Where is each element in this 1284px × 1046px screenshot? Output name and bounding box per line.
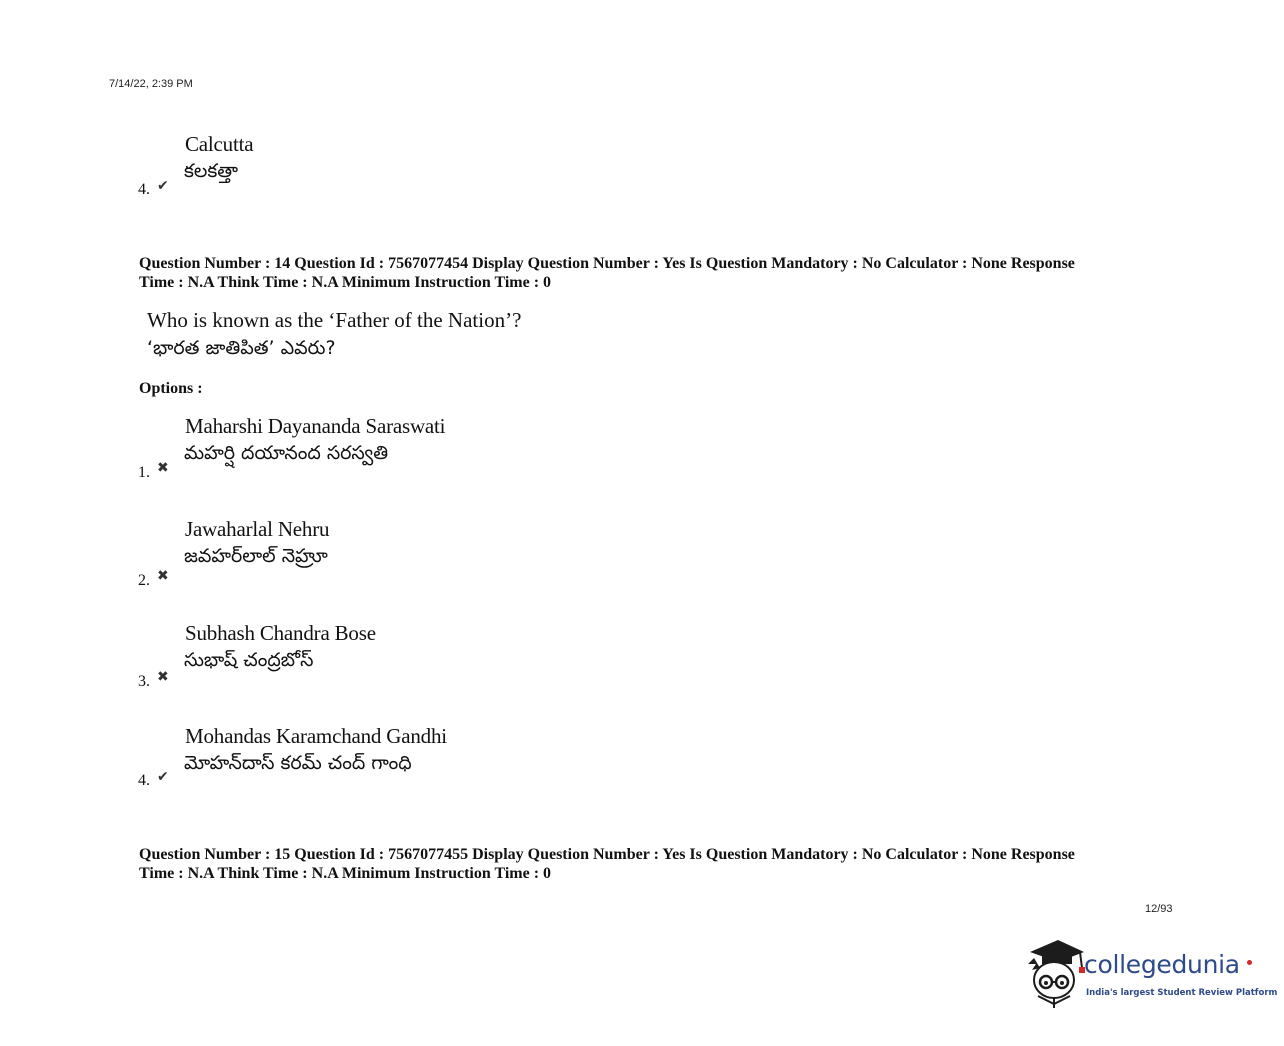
option-telugu: సుభాష్ చంద్రబోస్ — [184, 649, 314, 671]
question-text-telugu: ‘భారత జాతిపిత’ ఎవరు? — [147, 337, 336, 359]
logo-wordmark: collegedunia — [1084, 950, 1240, 979]
option-telugu: మోహన్‌దాస్ కరమ్ చంద్ గాంధి — [184, 752, 412, 774]
question-text-english: Who is known as the ‘Father of the Nation’? — [147, 308, 522, 332]
question-15-meta — [139, 845, 1189, 883]
option-number: 1. — [138, 464, 150, 481]
collegedunia-logo — [1024, 938, 1278, 1010]
cross-icon: ✖ — [157, 669, 169, 685]
option-number: 4. — [138, 772, 150, 789]
option-telugu: కలకత్తా — [184, 160, 239, 182]
options-label: Options : — [139, 380, 203, 397]
option-english: Calcutta — [185, 132, 254, 156]
option-number: 2. — [138, 572, 150, 589]
option-number: 4. — [138, 181, 150, 198]
check-icon: ✔ — [157, 769, 169, 785]
cross-icon: ✖ — [157, 460, 169, 476]
question-14-meta — [139, 254, 1189, 292]
check-icon: ✔ — [157, 178, 169, 194]
meta-line-1: Question Number : 14 Question Id : 7567077454 Display Question Number : Yes Is Question Mandatory : No Calculator : None Response — [139, 255, 1075, 272]
option-telugu: జవహర్‌లాల్ నెహ్రూ — [184, 545, 328, 567]
option-number: 3. — [138, 673, 150, 690]
meta-line-2: Time : N.A Think Time : N.A Minimum Instruction Time : 0 — [139, 865, 552, 882]
logo-dot — [1247, 960, 1252, 965]
option-english: Mohandas Karamchand Gandhi — [185, 724, 447, 748]
mascot-icon — [1024, 938, 1086, 1010]
cross-icon: ✖ — [157, 568, 169, 584]
meta-line-2: Time : N.A Think Time : N.A Minimum Instruction Time : 0 — [139, 274, 552, 291]
meta-line-1: Question Number : 15 Question Id : 7567077455 Display Question Number : Yes Is Question Mandatory : No Calculator : None Response — [139, 846, 1075, 863]
print-timestamp: 7/14/22, 2:39 PM — [109, 78, 193, 90]
option-english: Subhash Chandra Bose — [185, 621, 376, 645]
option-english: Jawaharlal Nehru — [185, 517, 330, 541]
page-number: 12/93 — [1145, 903, 1173, 915]
logo-tagline: India's largest Student Review Platform — [1086, 988, 1278, 998]
option-english: Maharshi Dayananda Saraswati — [185, 414, 446, 438]
option-telugu: మహర్షి దయానంద సరస్వతి — [184, 442, 389, 464]
